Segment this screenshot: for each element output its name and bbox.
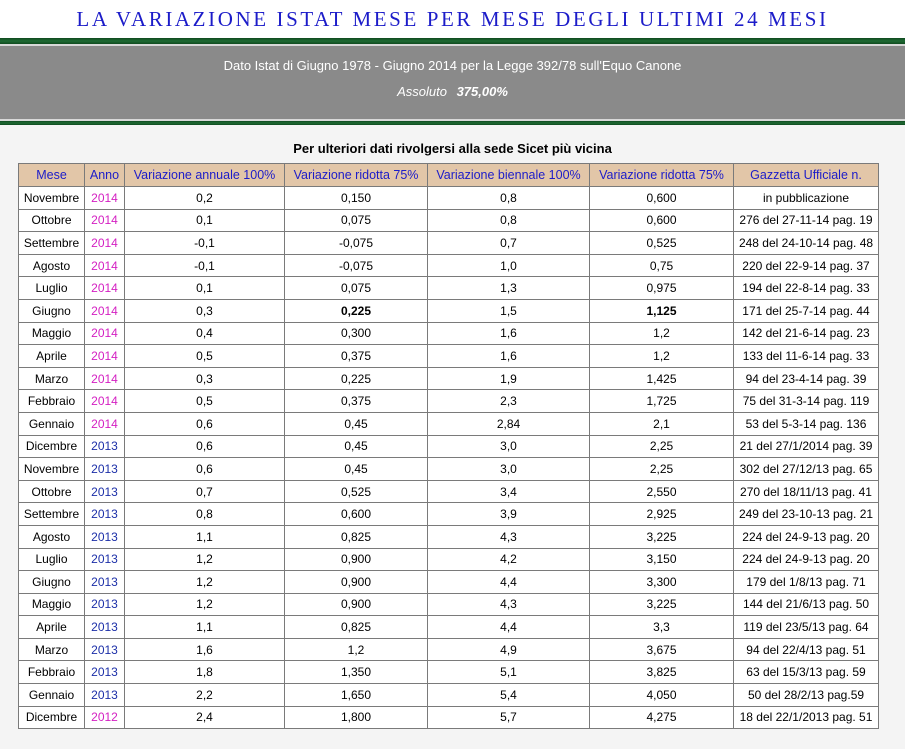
contact-note: Per ulteriori dati rivolgersi alla sede Sicet più vicina (293, 140, 612, 156)
cell-mese: Ottobre (19, 480, 85, 503)
table-row (19, 638, 879, 661)
cell-gazzetta: 18 del 22/1/2013 pag. 51 (734, 706, 879, 729)
cell-var-ridotta-biennale: 3,225 (590, 593, 734, 616)
cell-var-ridotta-annuale: 0,075 (285, 209, 428, 232)
cell-var-annuale: 0,6 (125, 458, 285, 481)
cell-var-annuale: 0,5 (125, 345, 285, 368)
cell-var-ridotta-annuale: 0,600 (285, 503, 428, 526)
header-anno: Anno (85, 164, 125, 187)
cell-anno: 2013 (85, 435, 125, 458)
cell-mese: Novembre (19, 187, 85, 210)
cell-var-ridotta-annuale: -0,075 (285, 254, 428, 277)
cell-var-ridotta-annuale: 0,825 (285, 525, 428, 548)
cell-var-biennale: 1,5 (428, 299, 590, 322)
cell-var-ridotta-annuale: 1,800 (285, 706, 428, 729)
cell-var-ridotta-annuale: 0,900 (285, 571, 428, 594)
cell-anno: 2014 (85, 299, 125, 322)
cell-gazzetta: 144 del 21/6/13 pag. 50 (734, 593, 879, 616)
cell-anno: 2014 (85, 345, 125, 368)
cell-var-annuale: 1,8 (125, 661, 285, 684)
banner-absolute-value: 375,00% (456, 84, 508, 99)
cell-var-annuale: 1,2 (125, 548, 285, 571)
cell-gazzetta: 50 del 28/2/13 pag.59 (734, 684, 879, 707)
cell-mese: Settembre (19, 503, 85, 526)
cell-anno: 2013 (85, 503, 125, 526)
header-var-ridotta-biennale: Variazione ridotta 75% (590, 164, 734, 187)
cell-var-ridotta-annuale: 0,900 (285, 593, 428, 616)
cell-var-biennale: 0,8 (428, 187, 590, 210)
cell-gazzetta: 94 del 22/4/13 pag. 51 (734, 638, 879, 661)
table-row (19, 367, 879, 390)
cell-var-ridotta-annuale: 0,225 (285, 367, 428, 390)
cell-var-annuale: 0,6 (125, 412, 285, 435)
cell-gazzetta: 249 del 23-10-13 pag. 21 (734, 503, 879, 526)
table-row (19, 187, 879, 210)
cell-gazzetta: 220 del 22-9-14 pag. 37 (734, 254, 879, 277)
cell-var-ridotta-biennale: 3,825 (590, 661, 734, 684)
table-row (19, 684, 879, 707)
cell-var-biennale: 2,3 (428, 390, 590, 413)
cell-var-ridotta-annuale: 0,825 (285, 616, 428, 639)
cell-gazzetta: 302 del 27/12/13 pag. 65 (734, 458, 879, 481)
cell-var-ridotta-annuale: 0,375 (285, 345, 428, 368)
cell-anno: 2013 (85, 548, 125, 571)
cell-mese: Dicembre (19, 706, 85, 729)
table-row (19, 254, 879, 277)
cell-var-annuale: 0,7 (125, 480, 285, 503)
cell-var-ridotta-annuale: 0,45 (285, 435, 428, 458)
cell-var-ridotta-biennale: 1,425 (590, 367, 734, 390)
cell-var-annuale: 0,3 (125, 367, 285, 390)
cell-var-ridotta-annuale: 1,650 (285, 684, 428, 707)
cell-anno: 2013 (85, 593, 125, 616)
cell-var-annuale: 2,2 (125, 684, 285, 707)
cell-anno: 2013 (85, 525, 125, 548)
cell-anno: 2013 (85, 684, 125, 707)
header-var-biennale: Variazione biennale 100% (428, 164, 590, 187)
cell-gazzetta: 194 del 22-8-14 pag. 33 (734, 277, 879, 300)
cell-var-annuale: 0,2 (125, 187, 285, 210)
cell-var-ridotta-biennale: 4,275 (590, 706, 734, 729)
cell-var-biennale: 5,1 (428, 661, 590, 684)
cell-mese: Aprile (19, 345, 85, 368)
cell-var-ridotta-annuale: 0,375 (285, 390, 428, 413)
cell-gazzetta: 142 del 21-6-14 pag. 23 (734, 322, 879, 345)
cell-gazzetta: 53 del 5-3-14 pag. 136 (734, 412, 879, 435)
cell-var-annuale: 1,1 (125, 616, 285, 639)
cell-var-biennale: 0,7 (428, 232, 590, 255)
cell-var-ridotta-biennale: 2,925 (590, 503, 734, 526)
cell-var-biennale: 5,7 (428, 706, 590, 729)
table-row (19, 458, 879, 481)
cell-var-biennale: 1,9 (428, 367, 590, 390)
cell-var-biennale: 3,0 (428, 458, 590, 481)
table-row (19, 503, 879, 526)
cell-var-ridotta-biennale: 3,675 (590, 638, 734, 661)
cell-anno: 2014 (85, 209, 125, 232)
table-row (19, 390, 879, 413)
cell-var-biennale: 4,3 (428, 593, 590, 616)
cell-var-biennale: 3,4 (428, 480, 590, 503)
cell-anno: 2013 (85, 661, 125, 684)
cell-mese: Dicembre (19, 435, 85, 458)
cell-mese: Settembre (19, 232, 85, 255)
cell-var-ridotta-biennale: 2,1 (590, 412, 734, 435)
cell-var-annuale: 0,8 (125, 503, 285, 526)
cell-var-annuale: 0,1 (125, 277, 285, 300)
cell-anno: 2014 (85, 322, 125, 345)
cell-gazzetta: 224 del 24-9-13 pag. 20 (734, 548, 879, 571)
cell-var-biennale: 3,0 (428, 435, 590, 458)
cell-var-ridotta-biennale: 2,25 (590, 458, 734, 481)
banner-description: Dato Istat di Giugno 1978 - Giugno 2014 per la Legge 392/78 sull'Equo Canone (223, 58, 682, 73)
header-gazzetta: Gazzetta Ufficiale n. (734, 164, 879, 187)
cell-var-ridotta-biennale: 0,75 (590, 254, 734, 277)
cell-anno: 2014 (85, 277, 125, 300)
cell-var-annuale: 1,2 (125, 571, 285, 594)
table-row (19, 548, 879, 571)
cell-mese: Agosto (19, 525, 85, 548)
cell-mese: Gennaio (19, 684, 85, 707)
table-row (19, 412, 879, 435)
cell-var-biennale: 5,4 (428, 684, 590, 707)
cell-gazzetta: in pubblicazione (734, 187, 879, 210)
cell-mese: Novembre (19, 458, 85, 481)
cell-var-ridotta-biennale: 4,050 (590, 684, 734, 707)
cell-var-ridotta-annuale: 0,300 (285, 322, 428, 345)
table-row (19, 706, 879, 729)
cell-var-annuale: -0,1 (125, 254, 285, 277)
banner-absolute (0, 76, 905, 99)
cell-anno: 2012 (85, 706, 125, 729)
cell-var-ridotta-biennale: 0,600 (590, 209, 734, 232)
cell-gazzetta: 94 del 23-4-14 pag. 39 (734, 367, 879, 390)
cell-mese: Maggio (19, 322, 85, 345)
cell-var-ridotta-biennale: 3,150 (590, 548, 734, 571)
cell-gazzetta: 224 del 24-9-13 pag. 20 (734, 525, 879, 548)
cell-var-annuale: 2,4 (125, 706, 285, 729)
cell-var-biennale: 1,6 (428, 345, 590, 368)
cell-var-ridotta-annuale: 0,900 (285, 548, 428, 571)
cell-var-ridotta-biennale: 0,975 (590, 277, 734, 300)
cell-gazzetta: 270 del 18/11/13 pag. 41 (734, 480, 879, 503)
header-var-ridotta-annuale: Variazione ridotta 75% (285, 164, 428, 187)
cell-mese: Luglio (19, 548, 85, 571)
table-row (19, 480, 879, 503)
table-row (19, 593, 879, 616)
table-header-row (19, 164, 879, 187)
cell-var-biennale: 0,8 (428, 209, 590, 232)
cell-var-annuale: 1,1 (125, 525, 285, 548)
cell-var-annuale: 0,6 (125, 435, 285, 458)
cell-gazzetta: 179 del 1/8/13 pag. 71 (734, 571, 879, 594)
cell-anno: 2013 (85, 480, 125, 503)
cell-var-biennale: 3,9 (428, 503, 590, 526)
header-var-annuale: Variazione annuale 100% (125, 164, 285, 187)
cell-var-annuale: 0,1 (125, 209, 285, 232)
cell-var-ridotta-annuale: 0,225 (285, 299, 428, 322)
cell-anno: 2014 (85, 232, 125, 255)
cell-anno: 2013 (85, 616, 125, 639)
cell-var-annuale: 1,2 (125, 593, 285, 616)
cell-var-biennale: 1,0 (428, 254, 590, 277)
istat-table (18, 163, 879, 729)
cell-gazzetta: 119 del 23/5/13 pag. 64 (734, 616, 879, 639)
cell-gazzetta: 276 del 27-11-14 pag. 19 (734, 209, 879, 232)
cell-var-ridotta-biennale: 3,300 (590, 571, 734, 594)
cell-mese: Agosto (19, 254, 85, 277)
cell-var-annuale: 1,6 (125, 638, 285, 661)
table-row (19, 277, 879, 300)
cell-mese: Luglio (19, 277, 85, 300)
table-row (19, 616, 879, 639)
cell-var-ridotta-annuale: 0,45 (285, 458, 428, 481)
banner-absolute-label: Assoluto (397, 84, 447, 99)
cell-mese: Marzo (19, 638, 85, 661)
cell-var-ridotta-annuale: 1,2 (285, 638, 428, 661)
table-row (19, 525, 879, 548)
table-row (19, 322, 879, 345)
cell-var-ridotta-biennale: 1,2 (590, 345, 734, 368)
cell-var-biennale: 1,3 (428, 277, 590, 300)
cell-anno: 2013 (85, 638, 125, 661)
cell-mese: Maggio (19, 593, 85, 616)
cell-mese: Aprile (19, 616, 85, 639)
cell-anno: 2014 (85, 412, 125, 435)
cell-anno: 2014 (85, 254, 125, 277)
cell-var-ridotta-annuale: 0,45 (285, 412, 428, 435)
cell-var-ridotta-biennale: 3,3 (590, 616, 734, 639)
cell-var-biennale: 4,4 (428, 616, 590, 639)
cell-mese: Gennaio (19, 412, 85, 435)
table-row (19, 209, 879, 232)
header-mese: Mese (19, 164, 85, 187)
cell-var-ridotta-annuale: 0,525 (285, 480, 428, 503)
cell-var-ridotta-annuale: 1,350 (285, 661, 428, 684)
cell-var-biennale: 1,6 (428, 322, 590, 345)
page-title: LA VARIAZIONE ISTAT MESE PER MESE DEGLI ULTIMI 24 MESI (0, 0, 905, 38)
cell-gazzetta: 75 del 31-3-14 pag. 119 (734, 390, 879, 413)
table-row (19, 232, 879, 255)
table-row (19, 435, 879, 458)
cell-var-ridotta-annuale: -0,075 (285, 232, 428, 255)
cell-var-ridotta-biennale: 0,525 (590, 232, 734, 255)
cell-anno: 2013 (85, 571, 125, 594)
cell-anno: 2014 (85, 367, 125, 390)
cell-var-ridotta-biennale: 2,25 (590, 435, 734, 458)
table-row (19, 345, 879, 368)
cell-var-biennale: 4,9 (428, 638, 590, 661)
cell-var-ridotta-annuale: 0,150 (285, 187, 428, 210)
cell-var-ridotta-biennale: 2,550 (590, 480, 734, 503)
cell-var-biennale: 4,4 (428, 571, 590, 594)
cell-var-annuale: 0,4 (125, 322, 285, 345)
cell-var-annuale: -0,1 (125, 232, 285, 255)
cell-var-annuale: 0,5 (125, 390, 285, 413)
cell-var-biennale: 4,3 (428, 525, 590, 548)
cell-var-ridotta-biennale: 3,225 (590, 525, 734, 548)
cell-anno: 2014 (85, 187, 125, 210)
cell-var-biennale: 2,84 (428, 412, 590, 435)
table-row (19, 661, 879, 684)
cell-gazzetta: 248 del 24-10-14 pag. 48 (734, 232, 879, 255)
info-banner (0, 44, 905, 121)
cell-gazzetta: 171 del 25-7-14 pag. 44 (734, 299, 879, 322)
cell-mese: Giugno (19, 571, 85, 594)
cell-mese: Febbraio (19, 390, 85, 413)
table-row (19, 571, 879, 594)
cell-var-ridotta-biennale: 1,125 (590, 299, 734, 322)
cell-mese: Ottobre (19, 209, 85, 232)
cell-var-ridotta-annuale: 0,075 (285, 277, 428, 300)
cell-gazzetta: 63 del 15/3/13 pag. 59 (734, 661, 879, 684)
cell-anno: 2013 (85, 458, 125, 481)
cell-mese: Febbraio (19, 661, 85, 684)
cell-var-annuale: 0,3 (125, 299, 285, 322)
cell-mese: Giugno (19, 299, 85, 322)
cell-gazzetta: 21 del 27/1/2014 pag. 39 (734, 435, 879, 458)
cell-var-ridotta-biennale: 1,725 (590, 390, 734, 413)
cell-gazzetta: 133 del 11-6-14 pag. 33 (734, 345, 879, 368)
cell-anno: 2014 (85, 390, 125, 413)
cell-mese: Marzo (19, 367, 85, 390)
cell-var-ridotta-biennale: 1,2 (590, 322, 734, 345)
table-row (19, 299, 879, 322)
cell-var-ridotta-biennale: 0,600 (590, 187, 734, 210)
cell-var-biennale: 4,2 (428, 548, 590, 571)
